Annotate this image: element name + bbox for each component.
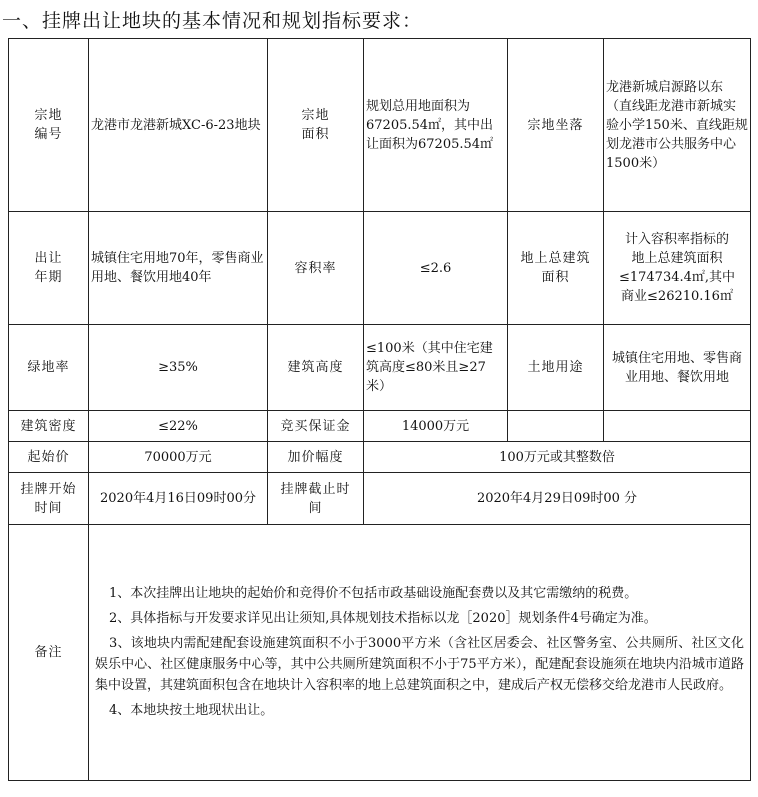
deposit-value: 14000万元 [364, 411, 508, 442]
parcel-location-value: 龙港新城启源路以东（直线距龙港市新城实验小学150米、直线距规划龙港市公共服务中心1500米） [604, 39, 751, 212]
term-label: 出让 年期 [9, 212, 89, 325]
listing-end-value: 2020年4月29日09时00 分 [364, 473, 751, 525]
land-use-label: 土地用途 [508, 325, 604, 411]
note-item: 4、本地块按土地现状出让。 [109, 702, 274, 718]
notes-label: 备注 [9, 525, 89, 781]
gfa-value: 计入容积率指标的 地上总建筑面积 ≤174734.4㎡,其中 商业≤26210.16㎡ [604, 212, 751, 325]
start-price-label: 起始价 [9, 442, 89, 473]
empty-cell [604, 411, 751, 442]
parcel-no-label: 宗地 编号 [9, 39, 89, 212]
table-row [9, 39, 751, 212]
term-value: 城镇住宅用地70年，零售商业用地、餐饮用地40年 [89, 212, 268, 325]
note-item: 2、具体指标与开发要求详见出让须知,具体规划技术指标以龙［2020］规划条件4号确定为准。 [109, 610, 657, 626]
height-label: 建筑高度 [268, 325, 364, 411]
land-use-value: 城镇住宅用地、零售商业用地、餐饮用地 [604, 325, 751, 411]
notes-content [89, 525, 751, 781]
listing-start-label: 挂牌开始 时间 [9, 473, 89, 525]
parcel-location-label: 宗地坐落 [508, 39, 604, 212]
table-row [9, 525, 751, 781]
far-value: ≤2.6 [364, 212, 508, 325]
section-heading: 一、挂牌出让地块的基本情况和规划指标要求： [2, 10, 423, 32]
green-ratio-value: ≥35% [89, 325, 268, 411]
gfa-label: 地上总建筑 面积 [508, 212, 604, 325]
table-row [9, 473, 751, 525]
far-label: 容积率 [268, 212, 364, 325]
note-item: 1、本次挂牌出让地块的起始价和竞得价不包括市政基础设施配套费以及其它需缴纳的税费。 [109, 585, 638, 601]
density-label: 建筑密度 [9, 411, 89, 442]
parcel-no-value: 龙港市龙港新城XC-6-23地块 [89, 39, 268, 212]
deposit-label: 竞买保证金 [268, 411, 364, 442]
listing-start-value: 2020年4月16日09时00分 [89, 473, 268, 525]
table-row [9, 442, 751, 473]
land-parcel-table [8, 38, 751, 781]
parcel-area-value: 规划总用地面积为67205.54㎡，其中出让面积为67205.54㎡ [364, 39, 508, 212]
note-item: 3、该地块内需配建配套设施建筑面积不小于3000平方米（含社区居委会、社区警务室、公共厕所、社区文化娱乐中心、社区健康服务中心等，其中公共厕所建筑面积不小于75平方米），配建配套设施须在地块内沿城市道路集中设置，其建筑面积包含在地块计入容积率的地上总建筑面积之中，建成后产权无偿移交给龙港市人民政府。 [95, 635, 744, 693]
increment-label: 加价幅度 [268, 442, 364, 473]
table-row [9, 411, 751, 442]
height-value: ≤100米（其中住宅建筑高度≤80米且≥27米） [364, 325, 508, 411]
parcel-area-label: 宗地 面积 [268, 39, 364, 212]
increment-value: 100万元或其整数倍 [364, 442, 751, 473]
table-row [9, 325, 751, 411]
table-row [9, 212, 751, 325]
density-value: ≤22% [89, 411, 268, 442]
listing-end-label: 挂牌截止时 间 [268, 473, 364, 525]
start-price-value: 70000万元 [89, 442, 268, 473]
green-ratio-label: 绿地率 [9, 325, 89, 411]
empty-cell [508, 411, 604, 442]
